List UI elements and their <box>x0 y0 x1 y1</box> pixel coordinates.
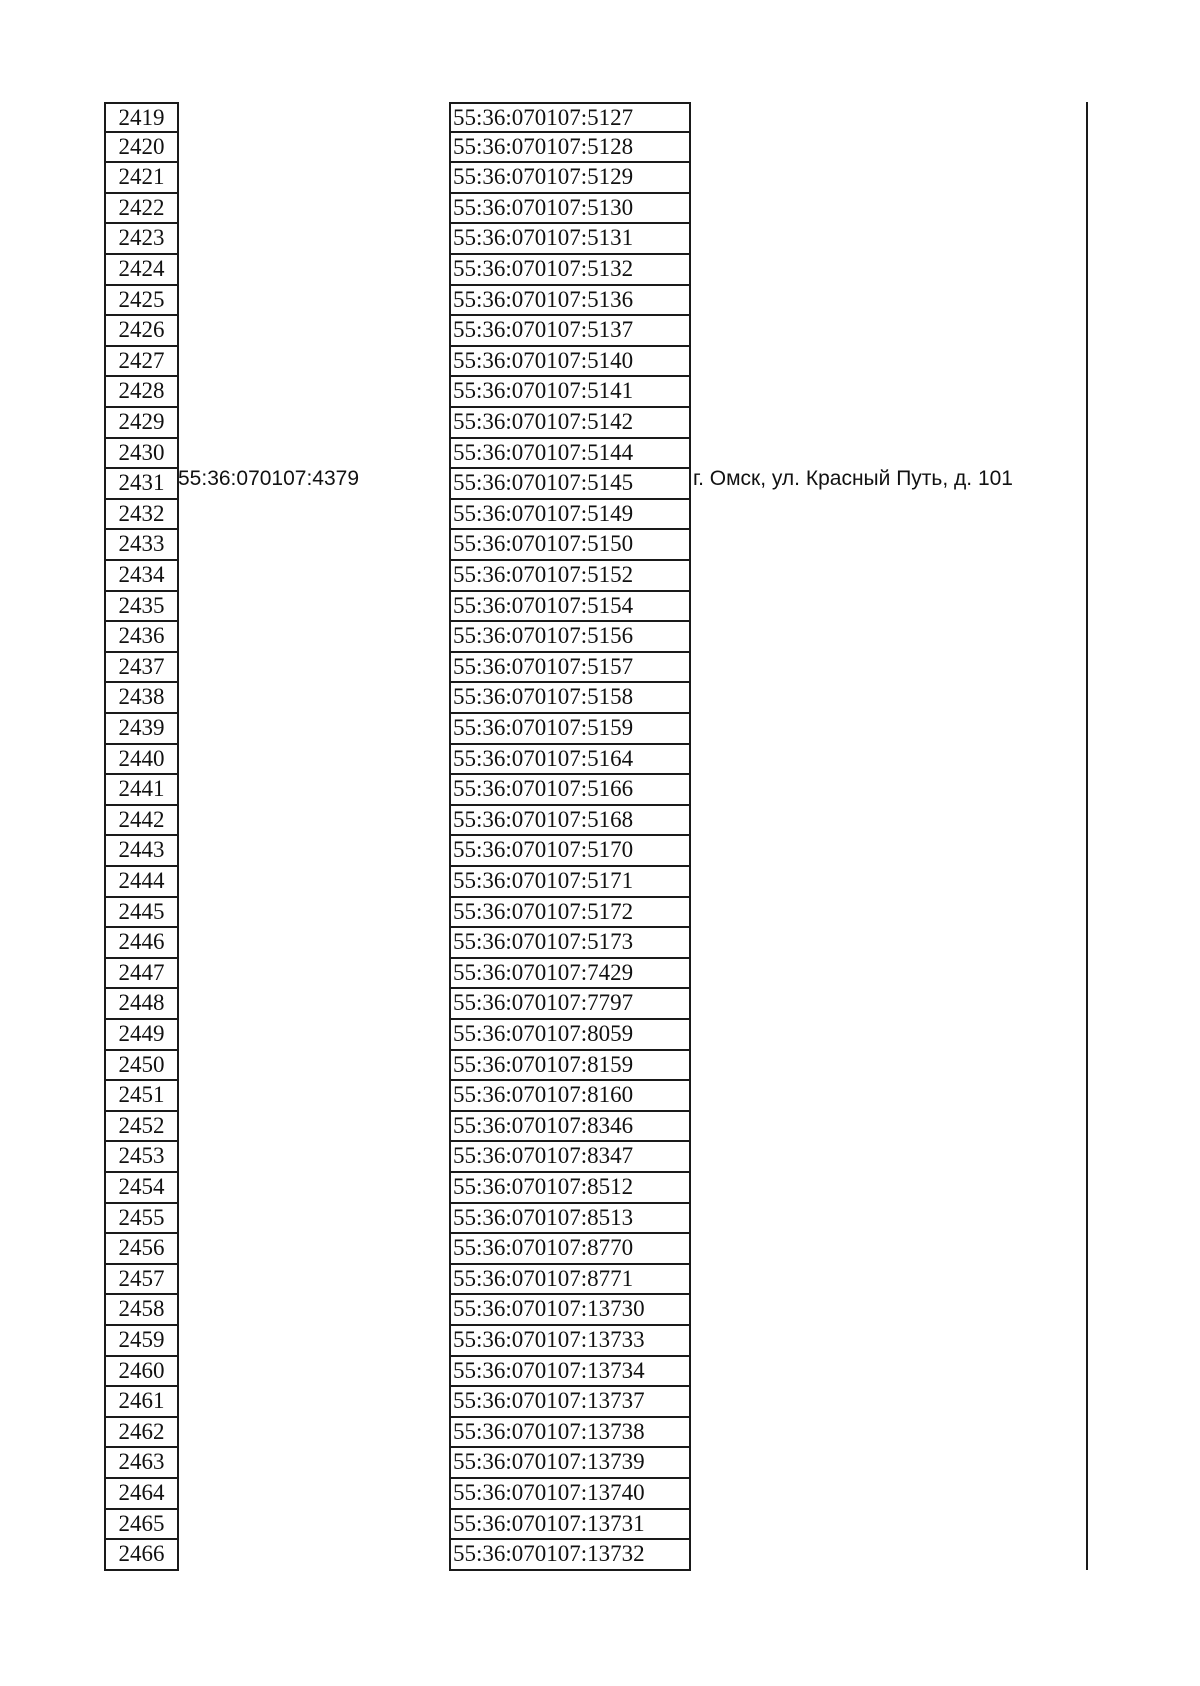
cadastral-number-cell: 55:36:070107:8512 <box>449 1173 691 1204</box>
table-row <box>0 1051 1200 1082</box>
cadastral-number-cell: 55:36:070107:13731 <box>449 1510 691 1541</box>
row-number-cell: 2426 <box>104 316 179 347</box>
table-row <box>0 1326 1200 1357</box>
cadastral-number-cell: 55:36:070107:8513 <box>449 1204 691 1235</box>
row-number-cell: 2436 <box>104 622 179 653</box>
table-row <box>0 377 1200 408</box>
row-number-cell: 2431 <box>104 469 179 500</box>
row-number-cell: 2423 <box>104 224 179 255</box>
table-row <box>0 163 1200 194</box>
table-row <box>0 500 1200 531</box>
cadastral-number-cell: 55:36:070107:8059 <box>449 1020 691 1051</box>
cadastral-number-cell: 55:36:070107:13739 <box>449 1448 691 1479</box>
table-row <box>0 622 1200 653</box>
cadastral-number-cell: 55:36:070107:13734 <box>449 1357 691 1388</box>
cadastral-number-cell: 55:36:070107:5129 <box>449 163 691 194</box>
row-number-cell: 2433 <box>104 530 179 561</box>
row-number-cell: 2432 <box>104 500 179 531</box>
cadastral-number-cell: 55:36:070107:5136 <box>449 286 691 317</box>
row-number-cell: 2459 <box>104 1326 179 1357</box>
row-number-cell: 2430 <box>104 439 179 470</box>
row-number-cell: 2463 <box>104 1448 179 1479</box>
table-row <box>0 989 1200 1020</box>
table-row <box>0 806 1200 837</box>
table-row <box>0 286 1200 317</box>
table-row <box>0 1142 1200 1173</box>
row-number-cell: 2421 <box>104 163 179 194</box>
cadastral-number-cell: 55:36:070107:5144 <box>449 439 691 470</box>
cadastral-number-cell: 55:36:070107:5159 <box>449 714 691 745</box>
table-row <box>0 133 1200 164</box>
table-row <box>0 1357 1200 1388</box>
table-row <box>0 255 1200 286</box>
cadastral-number-cell: 55:36:070107:5137 <box>449 316 691 347</box>
row-number-cell: 2438 <box>104 683 179 714</box>
row-number-cell: 2455 <box>104 1204 179 1235</box>
cadastral-number-cell: 55:36:070107:5171 <box>449 867 691 898</box>
cadastral-number-cell: 55:36:070107:13737 <box>449 1387 691 1418</box>
row-number-cell: 2439 <box>104 714 179 745</box>
table-row <box>0 1234 1200 1265</box>
cadastral-number-cell: 55:36:070107:5130 <box>449 194 691 225</box>
cadastral-number-cell: 55:36:070107:8770 <box>449 1234 691 1265</box>
row-number-cell: 2451 <box>104 1081 179 1112</box>
table-row <box>0 959 1200 990</box>
row-number-cell: 2444 <box>104 867 179 898</box>
table-row <box>0 561 1200 592</box>
row-number-cell: 2427 <box>104 347 179 378</box>
cadastral-number-cell: 55:36:070107:5172 <box>449 898 691 929</box>
table-row <box>0 1448 1200 1479</box>
table-row <box>0 1204 1200 1235</box>
cadastral-number-cell: 55:36:070107:13730 <box>449 1295 691 1326</box>
table-row <box>0 683 1200 714</box>
cadastral-number-cell: 55:36:070107:5164 <box>449 745 691 776</box>
row-number-cell: 2464 <box>104 1479 179 1510</box>
table-row <box>0 592 1200 623</box>
table-row <box>0 1540 1200 1571</box>
table-row <box>0 224 1200 255</box>
cadastral-number-cell: 55:36:070107:13733 <box>449 1326 691 1357</box>
cadastral-number-cell: 55:36:070107:5140 <box>449 347 691 378</box>
cadastral-number-cell: 55:36:070107:5132 <box>449 255 691 286</box>
table-row <box>0 1020 1200 1051</box>
row-number-cell: 2457 <box>104 1265 179 1296</box>
row-number-cell: 2448 <box>104 989 179 1020</box>
table-row <box>0 1295 1200 1326</box>
cadastral-number-cell: 55:36:070107:5154 <box>449 592 691 623</box>
row-number-cell: 2429 <box>104 408 179 439</box>
row-number-cell: 2462 <box>104 1418 179 1449</box>
table-row <box>0 439 1200 470</box>
table-row <box>0 714 1200 745</box>
cadastral-number-cell: 55:36:070107:5141 <box>449 377 691 408</box>
row-number-cell: 2452 <box>104 1112 179 1143</box>
row-number-cell: 2437 <box>104 653 179 684</box>
cadastral-number-cell: 55:36:070107:13740 <box>449 1479 691 1510</box>
table-row <box>0 530 1200 561</box>
row-number-cell: 2443 <box>104 836 179 867</box>
row-number-cell: 2424 <box>104 255 179 286</box>
table-row <box>0 1081 1200 1112</box>
row-number-cell: 2422 <box>104 194 179 225</box>
cadastral-number-cell: 55:36:070107:5145 <box>449 469 691 500</box>
cadastral-number-cell: 55:36:070107:5149 <box>449 500 691 531</box>
row-number-cell: 2435 <box>104 592 179 623</box>
row-number-cell: 2434 <box>104 561 179 592</box>
row-number-cell: 2466 <box>104 1540 179 1571</box>
row-number-cell: 2456 <box>104 1234 179 1265</box>
cadastral-number-cell: 55:36:070107:5170 <box>449 836 691 867</box>
cadastral-number-cell: 55:36:070107:8346 <box>449 1112 691 1143</box>
cadastral-number-cell: 55:36:070107:8771 <box>449 1265 691 1296</box>
table-row <box>0 898 1200 929</box>
cadastral-number-cell: 55:36:070107:5168 <box>449 806 691 837</box>
row-number-cell: 2442 <box>104 806 179 837</box>
table-row <box>0 1387 1200 1418</box>
cadastral-number-cell: 55:36:070107:7797 <box>449 989 691 1020</box>
cadastral-number-cell: 55:36:070107:5150 <box>449 530 691 561</box>
cadastral-number-cell: 55:36:070107:5142 <box>449 408 691 439</box>
table-row <box>0 408 1200 439</box>
cadastral-number-cell: 55:36:070107:8159 <box>449 1051 691 1082</box>
cadastral-number-cell: 55:36:070107:5131 <box>449 224 691 255</box>
table-row <box>0 347 1200 378</box>
row-number-cell: 2465 <box>104 1510 179 1541</box>
row-number-cell: 2428 <box>104 377 179 408</box>
table-row <box>0 1510 1200 1541</box>
address-text: г. Омск, ул. Красный Путь, д. 101 <box>693 467 1013 490</box>
table-row <box>0 745 1200 776</box>
cadastral-number-cell: 55:36:070107:5128 <box>449 133 691 164</box>
table-row <box>0 1479 1200 1510</box>
cadastral-number-cell: 55:36:070107:8347 <box>449 1142 691 1173</box>
row-number-cell: 2458 <box>104 1295 179 1326</box>
cadastral-number-cell: 55:36:070107:8160 <box>449 1081 691 1112</box>
row-number-cell: 2441 <box>104 775 179 806</box>
table-row <box>0 928 1200 959</box>
table-right-border <box>1086 102 1088 1570</box>
cadastral-number-cell: 55:36:070107:5152 <box>449 561 691 592</box>
table-row <box>0 867 1200 898</box>
parent-cadastral-number: 55:36:070107:4379 <box>178 467 360 490</box>
row-number-cell: 2450 <box>104 1051 179 1082</box>
cadastral-number-cell: 55:36:070107:5166 <box>449 775 691 806</box>
row-number-cell: 2440 <box>104 745 179 776</box>
table-row <box>0 775 1200 806</box>
row-number-cell: 2447 <box>104 959 179 990</box>
table-row <box>0 1173 1200 1204</box>
table-row <box>0 1265 1200 1296</box>
row-number-cell: 2454 <box>104 1173 179 1204</box>
cadastral-number-cell: 55:36:070107:5158 <box>449 683 691 714</box>
cadastral-number-cell: 55:36:070107:13732 <box>449 1540 691 1571</box>
row-number-cell: 2446 <box>104 928 179 959</box>
row-number-cell: 2460 <box>104 1357 179 1388</box>
row-number-cell: 2425 <box>104 286 179 317</box>
table-row <box>0 316 1200 347</box>
table-row <box>0 102 1200 133</box>
table-row <box>0 1418 1200 1449</box>
cadastral-number-cell: 55:36:070107:13738 <box>449 1418 691 1449</box>
cadastral-number-cell: 55:36:070107:5156 <box>449 622 691 653</box>
row-number-cell: 2419 <box>104 102 179 133</box>
cadastral-number-cell: 55:36:070107:7429 <box>449 959 691 990</box>
cadastral-number-cell: 55:36:070107:5127 <box>449 102 691 133</box>
table-row <box>0 653 1200 684</box>
row-number-cell: 2461 <box>104 1387 179 1418</box>
row-number-cell: 2453 <box>104 1142 179 1173</box>
row-number-cell: 2445 <box>104 898 179 929</box>
row-number-cell: 2449 <box>104 1020 179 1051</box>
table-row <box>0 194 1200 225</box>
cadastral-number-cell: 55:36:070107:5157 <box>449 653 691 684</box>
table-row <box>0 836 1200 867</box>
table-row <box>0 1112 1200 1143</box>
row-number-cell: 2420 <box>104 133 179 164</box>
cadastral-number-cell: 55:36:070107:5173 <box>449 928 691 959</box>
